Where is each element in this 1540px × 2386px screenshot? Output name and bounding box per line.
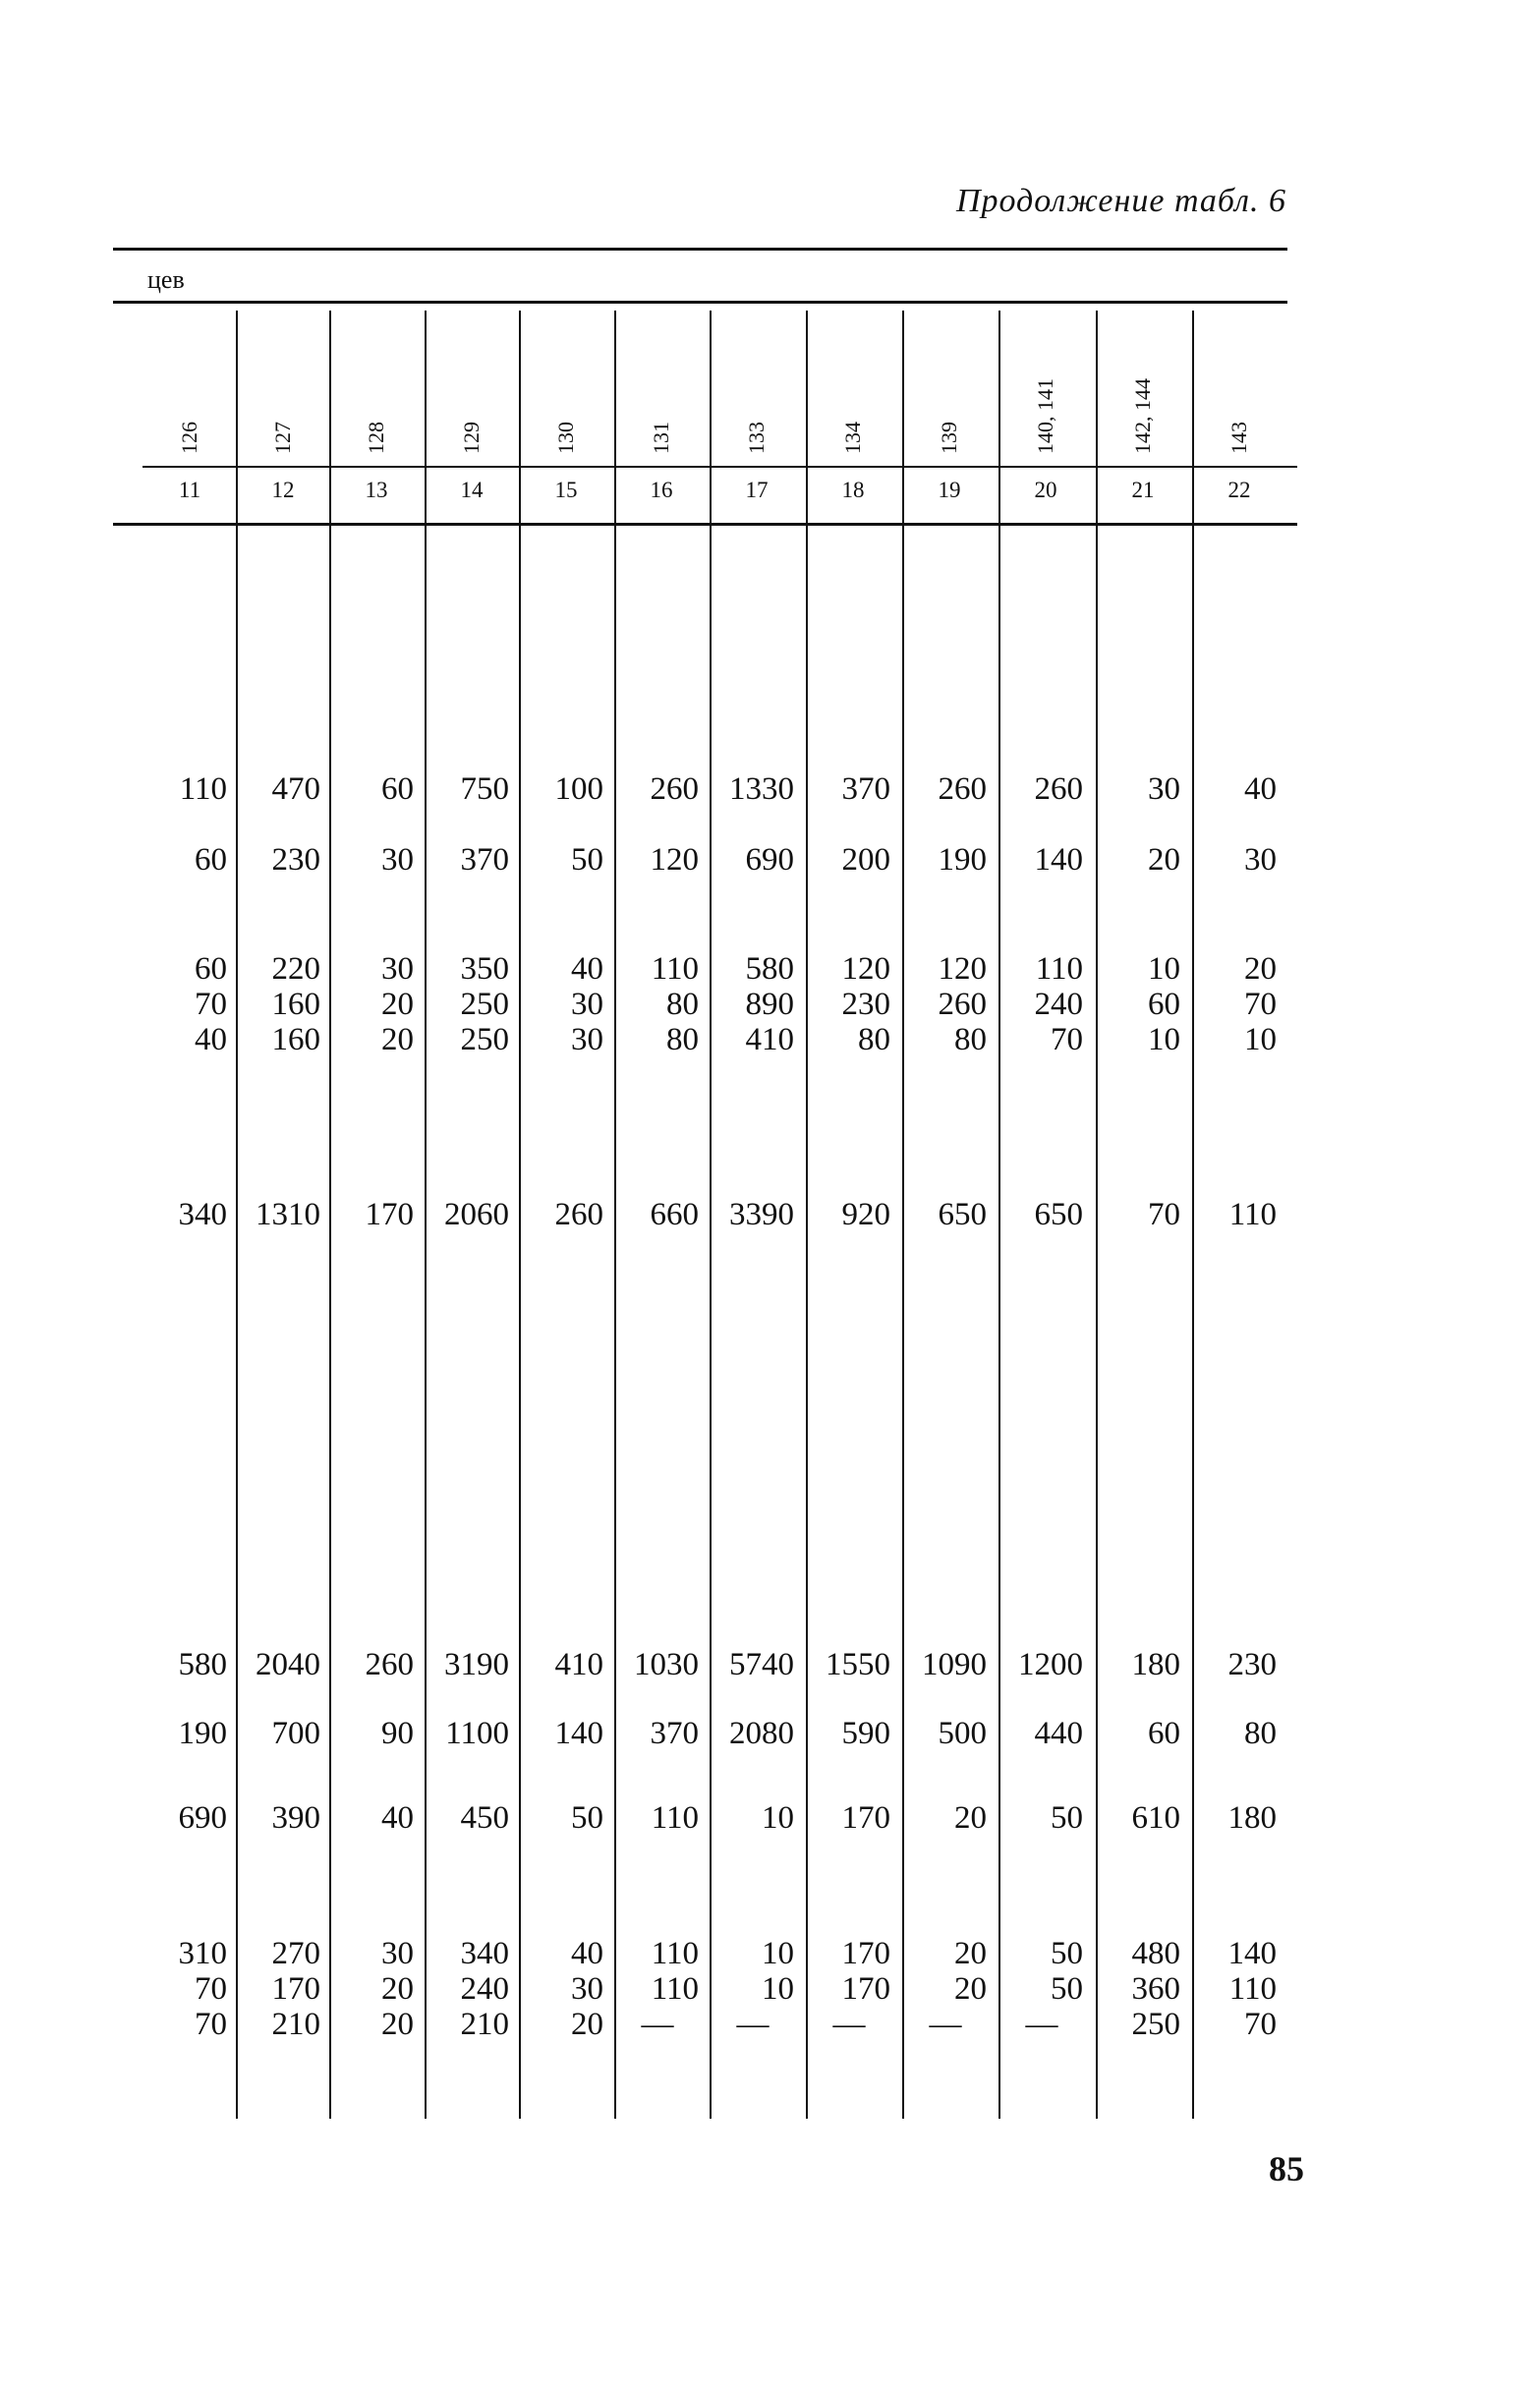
- table-cell: 60: [381, 771, 414, 807]
- table-cell: 110: [651, 1936, 699, 1971]
- table-cell: 50: [571, 1800, 603, 1836]
- table-cell: 370: [841, 771, 890, 807]
- table-cell: 120: [650, 842, 699, 878]
- table-cell: 180: [1131, 1647, 1180, 1682]
- table-cell: 450: [460, 1800, 509, 1836]
- table-cell: 30: [571, 1022, 603, 1057]
- table-cell: 310: [178, 1936, 227, 1971]
- table-cell: 70: [1244, 2007, 1277, 2042]
- table-cell: 30: [571, 1971, 603, 2007]
- column-number: 22: [1227, 478, 1251, 502]
- table-cell: 1090: [922, 1647, 987, 1682]
- table-cell: 110: [651, 1971, 699, 2007]
- table-cell: 410: [745, 1022, 794, 1057]
- table-cell: 120: [841, 951, 890, 987]
- page-number: 85: [1269, 2149, 1304, 2188]
- column-header-code: [910, 324, 989, 462]
- table-cell: 2060: [444, 1197, 509, 1232]
- table-cell: 70: [195, 2007, 227, 2042]
- column-header-code: [814, 324, 892, 462]
- table-cell: —: [929, 2007, 962, 2042]
- top-rule: [113, 248, 1287, 251]
- table-cell: 20: [571, 2007, 603, 2042]
- column-header-code-text: 127: [270, 422, 295, 454]
- table-cell: 610: [1131, 1800, 1180, 1836]
- table-cell: 360: [1131, 1971, 1180, 2007]
- table-cell: 210: [271, 2007, 320, 2042]
- table-cell: 100: [554, 771, 603, 807]
- table-cell: 40: [195, 1022, 227, 1057]
- column-separator: [425, 311, 427, 2119]
- column-number: 13: [365, 478, 388, 502]
- table-cell: 40: [381, 1800, 414, 1836]
- table-cell: 30: [381, 1936, 414, 1971]
- group-rule: [113, 301, 1287, 304]
- table-cell: 190: [178, 1716, 227, 1751]
- table-cell: 230: [271, 842, 320, 878]
- table-cell: 170: [365, 1197, 414, 1232]
- table-cell: 250: [460, 1022, 509, 1057]
- table-cell: 250: [460, 987, 509, 1022]
- table-cell: 110: [1228, 1971, 1277, 2007]
- column-header-code: [1104, 324, 1182, 462]
- column-separator: [519, 311, 521, 2119]
- table-cell: 410: [554, 1647, 603, 1682]
- table-cell: 350: [460, 951, 509, 987]
- table-cell: 260: [1034, 771, 1083, 807]
- table-caption: Продолжение табл. 6: [955, 183, 1286, 219]
- table-cell: 340: [178, 1197, 227, 1232]
- column-header-code: [432, 324, 511, 462]
- table-cell: 690: [178, 1800, 227, 1836]
- column-number: 19: [938, 478, 961, 502]
- table-cell: 20: [381, 2007, 414, 2042]
- table-cell: 580: [745, 951, 794, 987]
- column-header-code: [150, 324, 229, 462]
- table-cell: 260: [554, 1197, 603, 1232]
- table-cell: 580: [178, 1647, 227, 1682]
- table-cell: 80: [954, 1022, 987, 1057]
- table-cell: 180: [1227, 1800, 1277, 1836]
- column-number: 11: [178, 478, 201, 502]
- column-number: 16: [650, 478, 673, 502]
- table-cell: 30: [571, 987, 603, 1022]
- table-cell: 10: [1148, 1022, 1180, 1057]
- table-cell: —: [832, 2007, 866, 2042]
- table-cell: 20: [381, 1971, 414, 2007]
- table-cell: 690: [745, 842, 794, 878]
- table-cell: 260: [938, 771, 987, 807]
- column-header-code-text: 143: [1226, 422, 1251, 454]
- table-cell: 260: [650, 771, 699, 807]
- table-cell: 80: [666, 1022, 699, 1057]
- table-cell: 60: [1148, 987, 1180, 1022]
- table-cell: 170: [841, 1800, 890, 1836]
- table-cell: 20: [381, 987, 414, 1022]
- table-cell: 370: [460, 842, 509, 878]
- table-cell: 170: [841, 1971, 890, 2007]
- column-header-code: [717, 324, 796, 462]
- table-cell: 80: [1244, 1716, 1277, 1751]
- table-cell: 440: [1034, 1716, 1083, 1751]
- table-cell: 50: [1051, 1971, 1083, 2007]
- table-cell: 10: [762, 1936, 794, 1971]
- column-header-code-text: 139: [937, 422, 961, 454]
- table-cell: 40: [571, 951, 603, 987]
- table-cell: 1200: [1018, 1647, 1083, 1682]
- table-cell: 70: [1051, 1022, 1083, 1057]
- column-separator: [236, 311, 238, 2119]
- table-cell: 160: [271, 987, 320, 1022]
- column-separator: [710, 311, 712, 2119]
- table-cell: 170: [271, 1971, 320, 2007]
- table-cell: 30: [381, 842, 414, 878]
- table-cell: 650: [938, 1197, 987, 1232]
- table-cell: 700: [271, 1716, 320, 1751]
- table-cell: 50: [1051, 1800, 1083, 1836]
- column-header-code: [337, 324, 416, 462]
- column-number: 17: [745, 478, 769, 502]
- column-number: 14: [460, 478, 484, 502]
- table-cell: 70: [195, 1971, 227, 2007]
- table-cell: 920: [841, 1197, 890, 1232]
- column-separator: [998, 311, 1000, 2119]
- column-header-code: [527, 324, 605, 462]
- column-header-code: [1200, 324, 1279, 462]
- table-cell: 220: [271, 951, 320, 987]
- table-cell: 80: [666, 987, 699, 1022]
- column-separator: [1096, 311, 1098, 2119]
- table-cell: 20: [954, 1800, 987, 1836]
- column-header-code-text: 142, 144: [1130, 378, 1155, 454]
- table-cell: 10: [762, 1800, 794, 1836]
- table-cell: 20: [954, 1936, 987, 1971]
- table-cell: 240: [1034, 987, 1083, 1022]
- column-separator: [902, 311, 904, 2119]
- table-cell: 160: [271, 1022, 320, 1057]
- table-cell: 70: [195, 987, 227, 1022]
- column-header-code-text: 128: [364, 422, 388, 454]
- table-cell: 140: [1227, 1936, 1277, 1971]
- header-rule: [143, 466, 1297, 468]
- table-cell: 1550: [826, 1647, 890, 1682]
- table-cell: 240: [460, 1971, 509, 2007]
- table-cell: 40: [1244, 771, 1277, 807]
- table-cell: 500: [938, 1716, 987, 1751]
- column-header-code-text: 130: [553, 422, 578, 454]
- table-cell: 30: [1244, 842, 1277, 878]
- table-cell: 190: [938, 842, 987, 878]
- table-cell: 10: [1244, 1022, 1277, 1057]
- table-cell: 140: [554, 1716, 603, 1751]
- table-cell: 90: [381, 1716, 414, 1751]
- table-cell: 370: [650, 1716, 699, 1751]
- table-cell: 120: [938, 951, 987, 987]
- table-cell: 1310: [256, 1197, 320, 1232]
- table-cell: 200: [841, 842, 890, 878]
- column-separator: [1192, 311, 1194, 2119]
- column-number: 12: [271, 478, 295, 502]
- table-cell: 60: [1148, 1716, 1180, 1751]
- column-header-code-text: 129: [459, 422, 484, 454]
- table-cell: 2080: [729, 1716, 794, 1751]
- column-header-code: [1006, 324, 1085, 462]
- table-cell: 890: [745, 987, 794, 1022]
- table-cell: 750: [460, 771, 509, 807]
- table-cell: 30: [1148, 771, 1180, 807]
- table-cell: 1330: [729, 771, 794, 807]
- table-cell: 480: [1131, 1936, 1180, 1971]
- table-cell: 3190: [444, 1647, 509, 1682]
- table-cell: 1030: [634, 1647, 699, 1682]
- table-cell: 10: [762, 1971, 794, 2007]
- table-cell: 70: [1148, 1197, 1180, 1232]
- table-cell: 50: [571, 842, 603, 878]
- column-header-code-text: 126: [177, 422, 201, 454]
- table-cell: 230: [1227, 1647, 1277, 1682]
- column-number: 21: [1131, 478, 1155, 502]
- table-cell: 140: [1034, 842, 1083, 878]
- table-cell: 60: [195, 951, 227, 987]
- group-label: цев: [147, 265, 185, 294]
- column-number: 15: [554, 478, 578, 502]
- column-header-code-text: 134: [840, 422, 865, 454]
- table-cell: 110: [651, 951, 699, 987]
- table-cell: —: [641, 2007, 674, 2042]
- column-header-code-text: 133: [744, 422, 769, 454]
- header-bottom-rule: [113, 523, 1297, 526]
- column-number: 20: [1034, 478, 1057, 502]
- table-cell: 5740: [729, 1647, 794, 1682]
- table-cell: 30: [381, 951, 414, 987]
- table-cell: 20: [381, 1022, 414, 1057]
- table-cell: 250: [1131, 2007, 1180, 2042]
- table-cell: 60: [195, 842, 227, 878]
- table-cell: 110: [651, 1800, 699, 1836]
- table-cell: 170: [841, 1936, 890, 1971]
- table-cell: 340: [460, 1936, 509, 1971]
- table-cell: 470: [271, 771, 320, 807]
- table-cell: 3390: [729, 1197, 794, 1232]
- table-cell: 110: [1228, 1197, 1277, 1232]
- table-cell: 50: [1051, 1936, 1083, 1971]
- column-header-code-text: 131: [649, 422, 673, 454]
- table-cell: 660: [650, 1197, 699, 1232]
- column-separator: [329, 311, 331, 2119]
- table-cell: 20: [1244, 951, 1277, 987]
- column-header-code: [244, 324, 322, 462]
- table-cell: 70: [1244, 987, 1277, 1022]
- table-cell: 230: [841, 987, 890, 1022]
- column-separator: [806, 311, 808, 2119]
- table-cell: 2040: [256, 1647, 320, 1682]
- table-cell: 20: [1148, 842, 1180, 878]
- table-cell: 590: [841, 1716, 890, 1751]
- table-cell: —: [1025, 2007, 1058, 2042]
- table-cell: 10: [1148, 951, 1180, 987]
- table-cell: 650: [1034, 1197, 1083, 1232]
- column-header-code-text: 140, 141: [1033, 378, 1057, 454]
- table-cell: 80: [858, 1022, 890, 1057]
- column-header-code: [622, 324, 701, 462]
- table-cell: 210: [460, 2007, 509, 2042]
- table-cell: 1100: [445, 1716, 509, 1751]
- column-number: 18: [841, 478, 865, 502]
- table-cell: 390: [271, 1800, 320, 1836]
- table-cell: 270: [271, 1936, 320, 1971]
- table-cell: 40: [571, 1936, 603, 1971]
- table-cell: 260: [938, 987, 987, 1022]
- table-cell: 110: [1035, 951, 1083, 987]
- table-cell: 260: [365, 1647, 414, 1682]
- table-cell: 20: [954, 1971, 987, 2007]
- table-cell: —: [736, 2007, 770, 2042]
- column-separator: [614, 311, 616, 2119]
- table-cell: 110: [179, 771, 227, 807]
